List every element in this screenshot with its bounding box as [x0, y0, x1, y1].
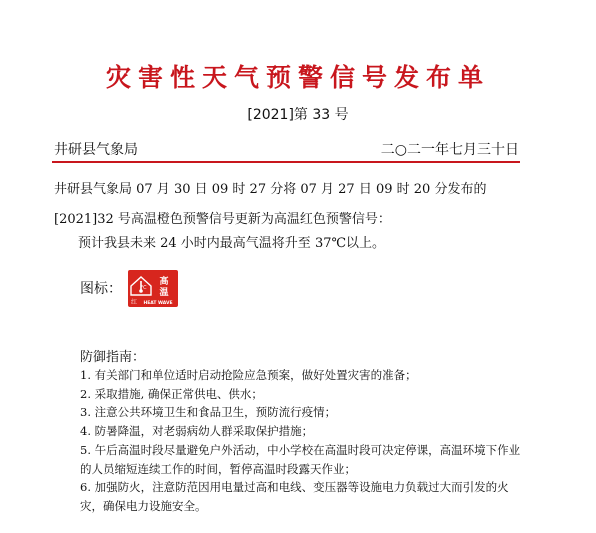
issue-date: 二○二一年七月三十日 — [380, 142, 519, 158]
guidance-item: 4. 防暑降温，对老弱病幼人群采取保护措施； — [80, 424, 314, 439]
heat-wave-emblem — [128, 270, 178, 307]
icon-char-top: 高 — [159, 276, 169, 287]
icon-row — [80, 268, 178, 308]
document-number: [2021]第 33 号 — [247, 107, 349, 123]
guidance-item: 5. 午后高温时段尽量避免户外活动，中小学校在高温时段可决定停课，高温环境下作业的人员缩短连续工作的时间，暂停高温时段露天作业； — [80, 442, 521, 476]
guidance-list — [80, 366, 526, 516]
forecast-text: 预计我县未来 24 小时内最高气温将升至 37℃以上。 — [78, 236, 386, 251]
svg-text:℃: ℃ — [141, 284, 147, 291]
icon-color-word: 红 — [130, 298, 138, 306]
guidance-item: 3. 注意公共环境卫生和食品卫生，预防流行疫情； — [80, 405, 337, 420]
guidance-title: 防御指南： — [80, 350, 146, 365]
guidance-item: 1. 有关部门和单位适时启动抢险应急预案，做好处置灾害的准备； — [80, 368, 417, 382]
icon-char-bottom: 温 — [159, 287, 169, 298]
high-temperature-red-warning-icon — [128, 270, 178, 307]
document-title: 灾害性天气预警信号发布单 — [105, 63, 490, 92]
header-divider — [52, 161, 520, 163]
icon-caption: HEAT WAVE — [143, 300, 173, 306]
update-paragraph: 井研县气象局 07 月 30 日 09 时 27 分将 07 月 27 日 09 时 20 分发布的[2021]32 号高温橙色预警信号更新为高温红色预警信号： — [54, 182, 487, 227]
icon-label: 图标： — [80, 281, 122, 297]
issuer: 井研县气象局 — [54, 142, 138, 158]
guidance-item: 6. 加强防火，注意防范因用电量过高和电线、变压器等设施电力负载过大而引发的火灾，确保电力设施安全。 — [80, 480, 509, 513]
guidance-item: 2. 采取措施, 确保正常供电、供水； — [80, 386, 263, 401]
